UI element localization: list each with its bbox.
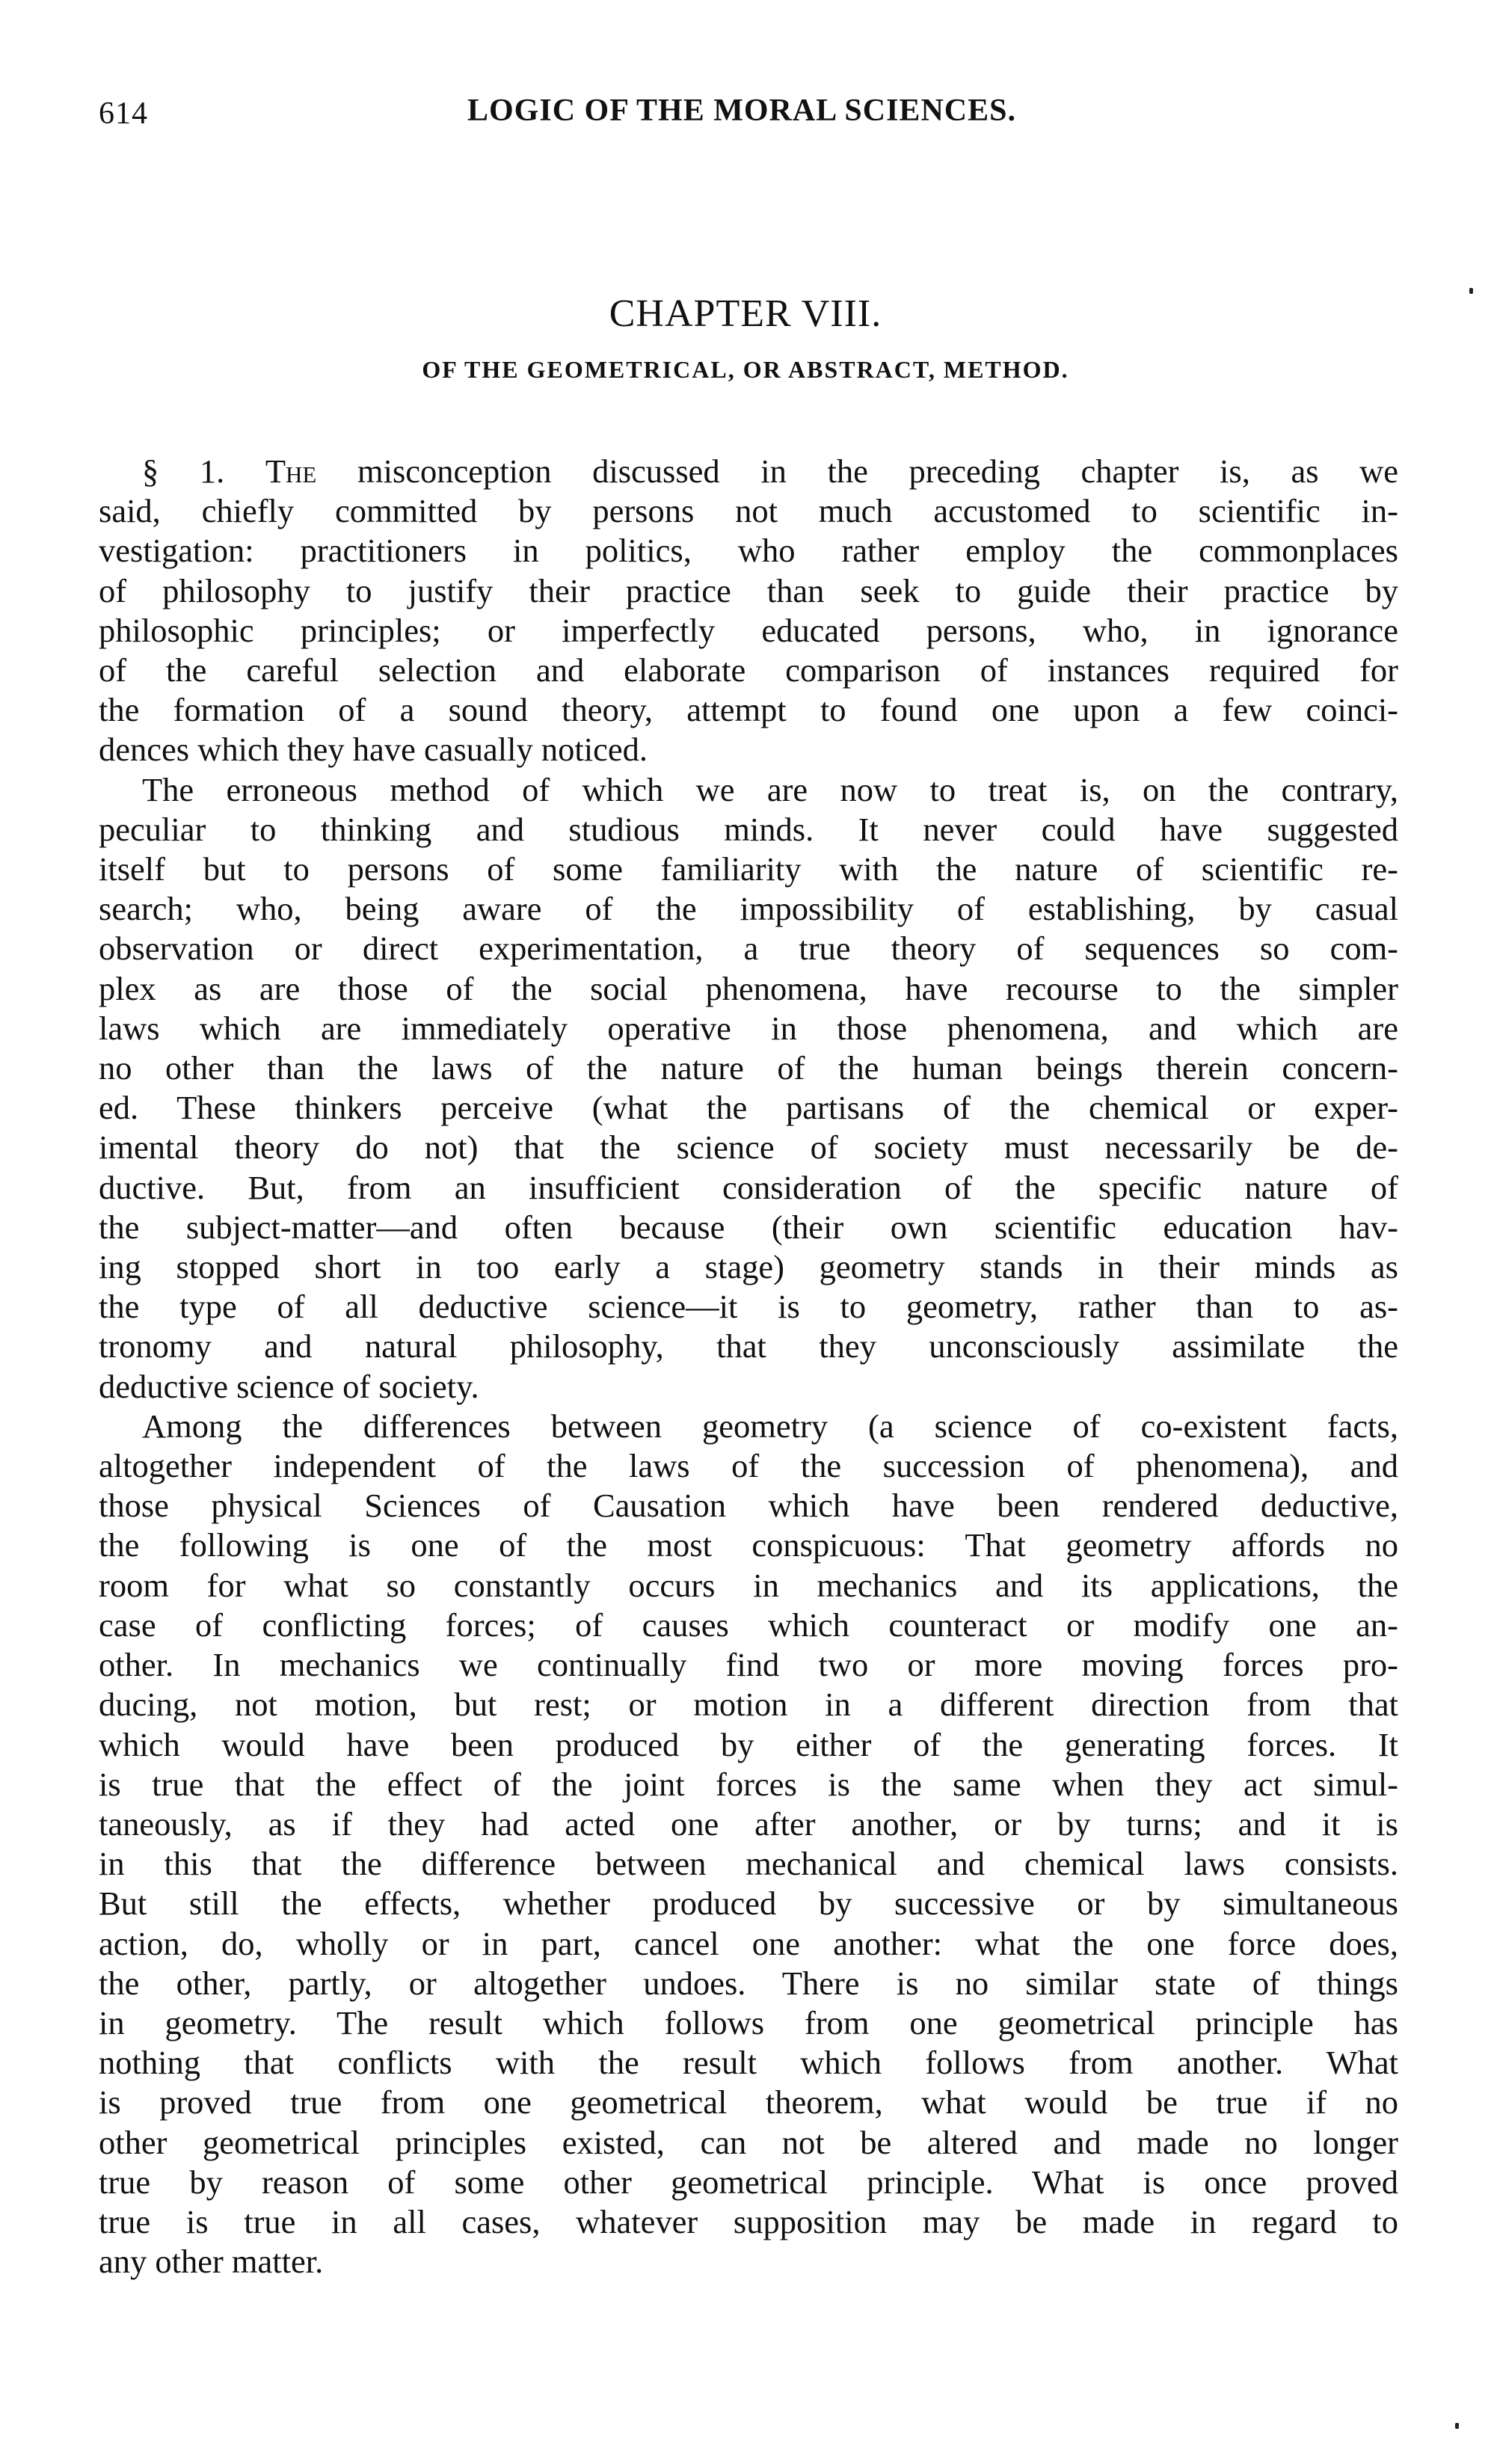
text-line (99, 571, 1398, 611)
text-line (99, 690, 1398, 730)
line-text: Among the differences between geometry (a science of co-existent facts, (142, 1407, 1398, 1445)
line-text: in this that the difference between mechanical and chemical laws consists. (99, 1845, 1398, 1883)
line-text: which would have been produced by either of the generating forces. It (99, 1725, 1398, 1763)
text-line (99, 1526, 1398, 1565)
running-head (0, 93, 1491, 141)
line-text: the other, partly, or altogether undoes. There is no similar state of things (99, 1964, 1398, 2002)
text-line (99, 1645, 1398, 1685)
line-text: other geometrical principles existed, can not be altered and made no longer (99, 2123, 1398, 2161)
text-line (99, 1327, 1398, 1366)
text-line (99, 810, 1398, 850)
line-text: action, do, wholly or in part, cancel one another: what the one force does, (99, 1924, 1398, 1962)
text-line (99, 1128, 1398, 1167)
line-text: itself but to persons of some familiarity with the nature of scientific re- (99, 850, 1398, 888)
text-line (99, 2083, 1398, 2122)
line-text: the subject-matter—and often because (their own scientific education hav- (99, 1208, 1398, 1246)
line-text: true by reason of some other geometrical principle. What is once proved (99, 2163, 1398, 2201)
text-line (99, 1606, 1398, 1645)
paragraph-3 (99, 1407, 1398, 2282)
line-text: vestigation: practitioners in politics, who rather employ the commonplaces (99, 532, 1398, 570)
line-text: the type of all deductive science—it is to geometry, rather than to as- (99, 1288, 1398, 1326)
text-line (99, 1844, 1398, 1884)
page-number: 614 (99, 96, 148, 131)
line-text: no other than the laws of the nature of the human beings therein concern- (99, 1049, 1398, 1087)
line-text: room for what so constantly occurs in mechanics and its applications, the (99, 1566, 1398, 1604)
text-line (99, 2202, 1398, 2242)
lead-word: The (265, 452, 317, 490)
line-text: said, chiefly committed by persons not much accustomed to scientific in- (99, 492, 1398, 530)
text-line (99, 1367, 1398, 1407)
line-text: those physical Sciences of Causation which have been rendered deductive, (99, 1487, 1398, 1525)
line-text: observation or direct experimentation, a true theory of sequences so com- (99, 930, 1398, 968)
line-text: dences which they have casually noticed. (99, 731, 648, 769)
text-line (99, 491, 1398, 531)
line-text: is true that the effect of the joint forces is the same when they act simul- (99, 1765, 1398, 1803)
paragraph-2 (99, 770, 1398, 1407)
text-line (99, 1009, 1398, 1048)
text-line (99, 2123, 1398, 2163)
line-text: ducing, not motion, but rest; or motion in a different direction from that (99, 1686, 1398, 1724)
chapter-subtitle: OF THE GEOMETRICAL, OR ABSTRACT, METHOD. (422, 356, 1069, 383)
line-text: plex as are those of the social phenomena, have recourse to the simpler (99, 969, 1398, 1007)
text-line (99, 531, 1398, 571)
line-text: altogether independent of the laws of the succession of phenomena), and (99, 1447, 1398, 1485)
line-text: is proved true from one geometrical theorem, what would be true if no (99, 2083, 1398, 2122)
text-line (99, 1765, 1398, 1804)
text-line (99, 611, 1398, 651)
text-line (99, 1924, 1398, 1964)
text-line (99, 730, 1398, 769)
text-line (99, 1048, 1398, 1088)
line-text: But still the effects, whether produced by successive or by simultaneous (99, 1884, 1398, 1923)
line-text: tronomy and natural philosophy, that they unconsciously assimilate the (99, 1327, 1398, 1365)
line-text: nothing that conflicts with the result which follows from another. What (99, 2044, 1398, 2082)
text-line (99, 1088, 1398, 1128)
line-text: imental theory do not) that the science of society must necessarily be de- (99, 1128, 1398, 1167)
text-line (99, 1884, 1398, 1923)
text-line (99, 1685, 1398, 1724)
line-text: ductive. But, from an insufficient consideration of the specific nature of (99, 1168, 1398, 1206)
line-text: philosophic principles; or imperfectly educated persons, who, in ignorance (99, 611, 1398, 649)
text-line (99, 1247, 1398, 1287)
line-text: misconception discussed in the preceding chapter is, as we (316, 452, 1398, 490)
line-text: ing stopped short in too early a stage) geometry stands in their minds as (99, 1248, 1398, 1286)
text-line (99, 1407, 1398, 1446)
text-line (99, 2242, 1398, 2282)
line-text: of philosophy to justify their practice than seek to guide their practice by (99, 571, 1398, 609)
line-text: the formation of a sound theory, attempt to found one upon a few coinci- (99, 691, 1398, 729)
section-mark: § 1. (142, 452, 225, 490)
text-line (99, 1964, 1398, 2003)
text-line (99, 1566, 1398, 1606)
text-line (99, 1208, 1398, 1247)
line-text: the following is one of the most conspicuous: That geometry affords no (99, 1526, 1398, 1564)
text-line (99, 1486, 1398, 1526)
text-line (99, 1725, 1398, 1765)
paragraph-1 (99, 452, 1398, 770)
text-line (99, 929, 1398, 968)
chapter-heading: CHAPTER VIII. (609, 292, 882, 335)
line-text: any other matter. (99, 2243, 324, 2281)
text-line (99, 850, 1398, 889)
running-title: LOGIC OF THE MORAL SCIENCES. (467, 93, 1016, 128)
scan-speck (1469, 288, 1473, 294)
line-text: peculiar to thinking and studious minds. It never could have suggested (99, 810, 1398, 848)
line-text: ed. These thinkers perceive (what the partisans of the chemical or exper- (99, 1089, 1398, 1127)
text-line (99, 2003, 1398, 2043)
line-text: of the careful selection and elaborate comparison of instances required for (99, 651, 1398, 689)
line-text: taneously, as if they had acted one after another, or by turns; and it is (99, 1804, 1398, 1843)
text-line (99, 2163, 1398, 2202)
line-text: deductive science of society. (99, 1367, 479, 1405)
text-line (99, 1168, 1398, 1208)
line-text: The erroneous method of which we are now to treat is, on the contrary, (142, 770, 1398, 808)
text-line (99, 2043, 1398, 2083)
line-text: laws which are immediately operative in those phenomena, and which are (99, 1009, 1398, 1047)
text-line (99, 969, 1398, 1009)
scan-speck (1455, 2423, 1459, 2429)
text-line (99, 1446, 1398, 1486)
line-text: case of conflicting forces; of causes which counteract or modify one an- (99, 1606, 1398, 1644)
line-text: in geometry. The result which follows from one geometrical principle has (99, 2003, 1398, 2041)
text-line (99, 770, 1398, 810)
text-line (99, 889, 1398, 929)
line-text: search; who, being aware of the impossibility of establishing, by casual (99, 890, 1398, 928)
line-text: other. In mechanics we continually find two or more moving forces pro- (99, 1646, 1398, 1684)
line-text: true is true in all cases, whatever supposition may be made in regard to (99, 2202, 1398, 2240)
text-line (99, 452, 1398, 491)
body-text (99, 452, 1398, 2282)
text-line (99, 1804, 1398, 1844)
text-line (99, 1287, 1398, 1327)
text-line (99, 651, 1398, 690)
